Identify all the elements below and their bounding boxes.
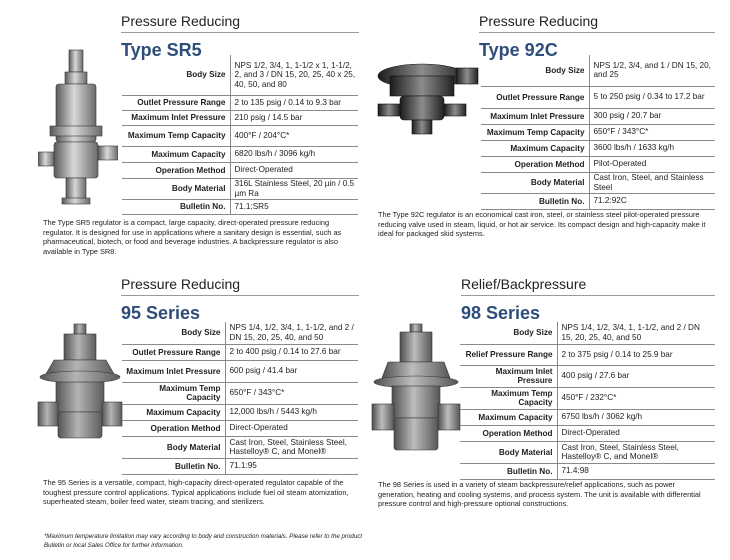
spec-label: Operation Method: [460, 425, 557, 441]
spec-value: 71.1:SR5: [230, 199, 358, 214]
spec-label: Maximum Temp Capacity: [122, 382, 225, 404]
divider: [121, 295, 359, 296]
spec-value: 12,000 lbs/h / 5443 kg/h: [225, 404, 358, 420]
spec-value: 2 to 400 psig / 0.14 to 27.6 bar: [225, 344, 358, 360]
spec-label: Maximum Capacity: [481, 140, 589, 156]
spec-value: 71.2:92C: [589, 193, 715, 209]
spec-value: 71.1:95: [225, 458, 358, 474]
spec-label: Maximum Inlet Pressure: [460, 365, 557, 387]
product-title: 98 Series: [461, 303, 541, 323]
spec-label: Body Material: [122, 436, 225, 458]
spec-label: Body Size: [122, 322, 225, 344]
spec-value: 650°F / 343°C*: [589, 124, 715, 140]
spec-value: 400 psig / 27.6 bar: [557, 365, 715, 387]
sr5-regulator-image: [38, 48, 118, 213]
95-series-regulator-image: [36, 322, 124, 444]
spec-value: Cast Iron, Steel, Stainless Steel, Hastelloy® C, and Monel®: [557, 441, 715, 463]
spec-label: Body Material: [460, 441, 557, 463]
spec-value: Direct-Operated: [225, 420, 358, 436]
category-heading: Pressure Reducing: [121, 276, 241, 292]
spec-table: [460, 322, 715, 480]
spec-value: 71.4:98: [557, 463, 715, 479]
spec-label: Bulletin No.: [122, 199, 230, 214]
product-description: The Type SR5 regulator is a compact, large capacity, direct-operated pressure reducing regulator. It is designed for use in applications where a sanitary design is essential, such as pharmaceutical, biotech, or food and beverage industries. A backpressure regulator is also available in Type SR8.: [43, 218, 342, 256]
spec-label: Maximum Temp Capacity: [460, 387, 557, 409]
category-heading: Relief/Backpressure: [461, 276, 587, 292]
spec-value: Direct-Operated: [557, 425, 715, 441]
product-title: 95 Series: [121, 303, 201, 323]
spec-label: Maximum Capacity: [122, 404, 225, 420]
spec-label: Maximum Capacity: [122, 146, 230, 162]
spec-label: Maximum Temp Capacity: [122, 125, 230, 146]
spec-label: Outlet Pressure Range: [481, 86, 589, 108]
spec-value: Pilot-Operated: [589, 156, 715, 172]
divider: [479, 32, 715, 33]
spec-value: 6750 lbs/h / 3062 kg/h: [557, 409, 715, 425]
spec-value: 210 psig / 14.5 bar: [230, 110, 358, 125]
98-series-regulator-image: [370, 322, 462, 456]
spec-value: 2 to 375 psig / 0.14 to 25.9 bar: [557, 344, 715, 365]
product-description: The Type 92C regulator is an economical cast iron, steel, or stainless steel pilot-operated pressure reducing valve used in steam, liquid, or hot air service. Its compact design and high-capacity make it ideal for packaged skid systems.: [378, 210, 706, 239]
category-heading: Pressure Reducing: [121, 13, 241, 29]
spec-value: 316L Stainless Steel, 20 µin / 0.5 µm Ra: [230, 178, 358, 199]
category-heading: Pressure Reducing: [479, 13, 599, 29]
spec-value: 6820 lbs/h / 3096 kg/h: [230, 146, 358, 162]
spec-label: Operation Method: [122, 420, 225, 436]
product-title: Type 92C: [479, 40, 558, 60]
spec-label: Operation Method: [122, 162, 230, 178]
spec-value: 400°F / 204°C*: [230, 125, 358, 146]
spec-value: 450°F / 232°C*: [557, 387, 715, 409]
spec-value: Cast Iron, Steel, and Stainless Steel: [589, 172, 715, 193]
spec-label: Bulletin No.: [481, 193, 589, 209]
spec-value: 300 psig / 20.7 bar: [589, 108, 715, 124]
spec-value: NPS 1/2, 3/4, and 1 / DN 15, 20, and 25: [589, 55, 715, 86]
spec-label: Body Size: [481, 55, 589, 86]
spec-label: Body Size: [122, 55, 230, 95]
footnote: *Maximum temperature limitation may vary according to body and construction materials. Please refer to the product Bulletin or local Sales Office for further information.: [44, 533, 363, 549]
spec-label: Body Material: [481, 172, 589, 193]
spec-table: [122, 55, 358, 215]
spec-label: Outlet Pressure Range: [122, 344, 225, 360]
spec-label: Operation Method: [481, 156, 589, 172]
spec-value: 600 psig / 41.4 bar: [225, 360, 358, 382]
product-description: The 95 Series is a versatile, compact, high-capacity direct-operated regulator capable of the toughest pressure control applications. Typical applications include fuel oil steam atomization, superheated steam, boiler feed water, steam tracing, and sterilizers.: [43, 478, 349, 507]
spec-label: Maximum Inlet Pressure: [122, 110, 230, 125]
spec-label: Maximum Inlet Pressure: [481, 108, 589, 124]
spec-label: Maximum Inlet Pressure: [122, 360, 225, 382]
spec-label: Outlet Pressure Range: [122, 95, 230, 110]
spec-label: Relief Pressure Range: [460, 344, 557, 365]
92c-regulator-image: [372, 58, 482, 138]
spec-label: Maximum Temp Capacity: [481, 124, 589, 140]
spec-label: Bulletin No.: [122, 458, 225, 474]
spec-label: Bulletin No.: [460, 463, 557, 479]
divider: [121, 32, 359, 33]
spec-table: [481, 55, 715, 210]
spec-table: [122, 322, 358, 475]
divider: [461, 295, 715, 296]
spec-value: 650°F / 343°C*: [225, 382, 358, 404]
spec-label: Maximum Capacity: [460, 409, 557, 425]
spec-value: NPS 1/4, 1/2, 3/4, 1, 1-1/2, and 2 / DN 15, 20, 25, 40, and 50: [557, 322, 715, 344]
spec-value: 2 to 135 psig / 0.14 to 9.3 bar: [230, 95, 358, 110]
product-title: Type SR5: [121, 40, 202, 60]
spec-value: 3600 lbs/h / 1633 kg/h: [589, 140, 715, 156]
spec-value: NPS 1/4, 1/2, 3/4, 1, 1-1/2, and 2 / DN 15, 20, 25, 40, and 50: [225, 322, 358, 344]
spec-label: Body Size: [460, 322, 557, 344]
spec-value: Direct-Operated: [230, 162, 358, 178]
spec-value: Cast Iron, Steel, Stainless Steel, Hastelloy® C, and Monel®: [225, 436, 358, 458]
spec-label: Body Material: [122, 178, 230, 199]
product-description: The 98 Series is used in a variety of steam backpressure/relief applications, such as power generation, heating and cooling systems, and process system. The unit is available with differential pressure control and high-pressure optional constructions.: [378, 480, 701, 509]
spec-value: NPS 1/2, 3/4, 1, 1-1/2 x 1, 1-1/2, 2, and 3 / DN 15, 20, 25, 40 x 25, 40, 50, and 80: [230, 55, 358, 95]
spec-value: 5 to 250 psig / 0.34 to 17.2 bar: [589, 86, 715, 108]
